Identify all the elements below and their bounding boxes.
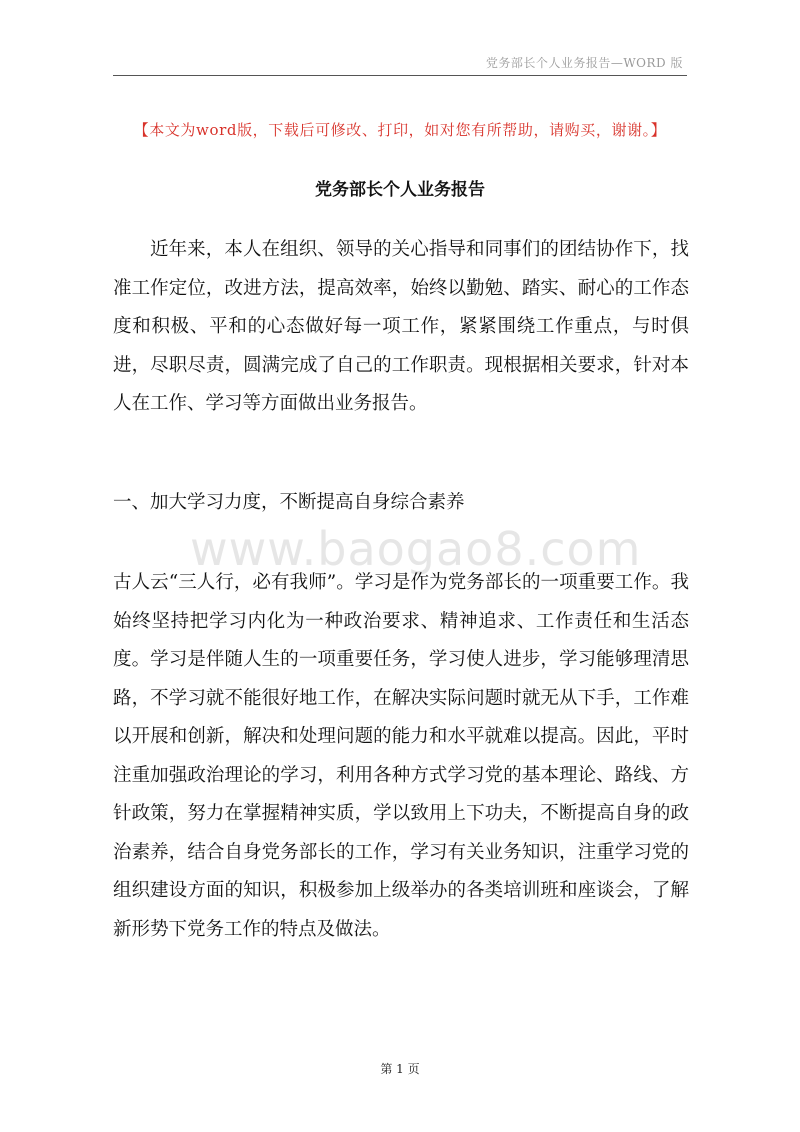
section-heading-1: 一、加大学习力度，不断提高自身综合素养 xyxy=(113,492,465,513)
header-title: 党务部长个人业务报告—WORD 版 xyxy=(485,56,683,70)
section-1-paragraph: 古人云“三人行，必有我师”。学习是作为党务部长的一项重要工作。我始终坚持把学习内化为一种政治要求、精神追求、工作责任和生活态度。学习是伴随人生的一项重要任务，学习使人进步，学习能够理清思路，不学习就不能很好地工作，在解决实际问题时就无从下手，工作难以开展和创新，解决和处理问题的能力和水平就难以提高。因此，平时注重加强政治理论的学习，利用各种方式学习党的基本理论、路线、方针政策，努力在掌握精神实质，学以致用上下功夫，不断提高自身的政治素养，结合自身党务部长的工作，学习有关业务知识，注重学习党的组织建设方面的知识，积极参加上级举办的各类培训班和座谈会，了解新形势下党务工作的特点及做法。 xyxy=(113,572,689,940)
purchase-notice: 【本文为word版，下载后可修改、打印，如对您有所帮助，请购买，谢谢。】 xyxy=(133,121,667,139)
page-number: 第 1 页 xyxy=(380,1062,420,1076)
watermark: www.baogao8.com xyxy=(190,522,642,576)
document-title: 党务部长个人业务报告 xyxy=(315,180,485,200)
intro-paragraph: 近年来，本人在组织、领导的关心指导和同事们的团结协作下，找准工作定位，改进方法，提高效率，始终以勤勉、踏实、耐心的工作态度和积极、平和的心态做好每一项工作，紧紧围绕工作重点，与时俱进，尽职尽责，圆满完成了自己的工作职责。现根据相关要求，针对本人在工作、学习等方面做出业务报告。 xyxy=(113,239,689,414)
header-divider xyxy=(113,75,687,76)
